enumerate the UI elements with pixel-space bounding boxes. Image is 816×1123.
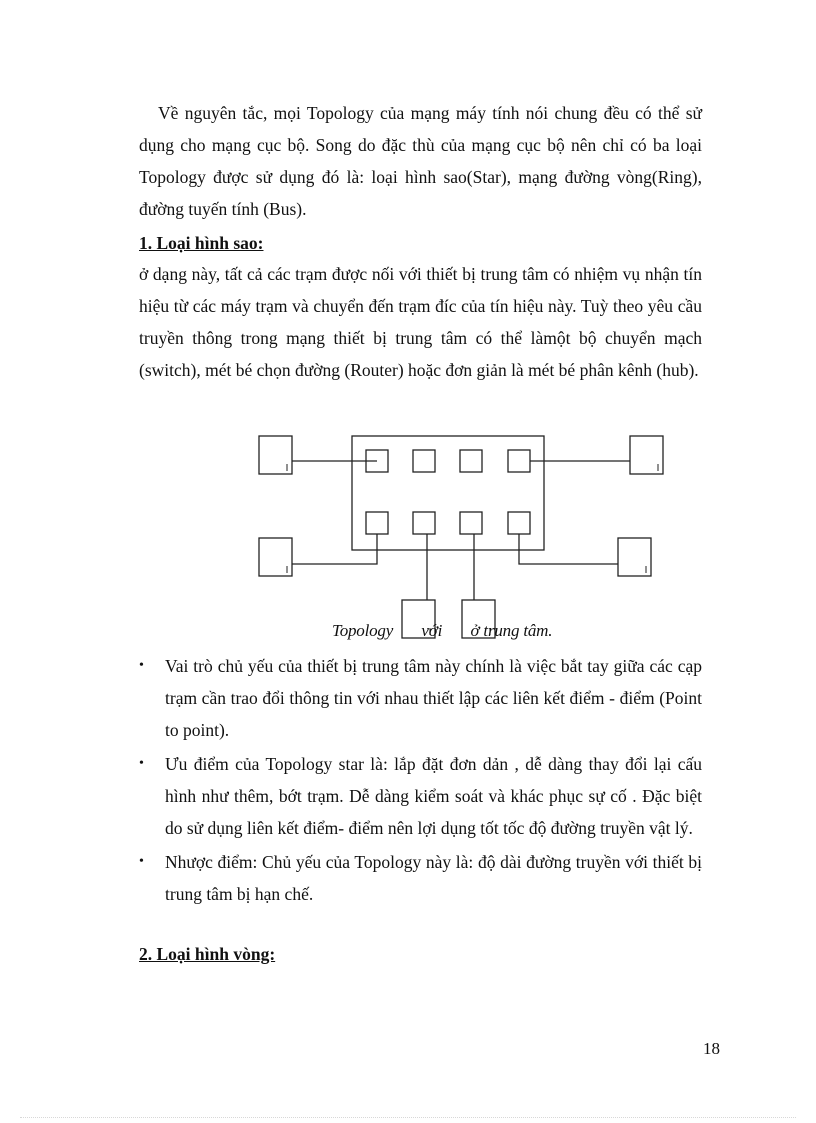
hub-port [508,512,530,534]
hub-port [508,450,530,472]
list-item [139,650,702,746]
intro-paragraph: Về nguyên tắc, mọi Topology của mạng máy tính nói chung đều có thể sử dụng cho mạng cục bộ. Song do đặc thù của mạng cục bộ nên chỉ có ba loại Topology được sử dụng đó là: loại hình sao(Star), mạng đường vòng(Ring), đường tuyến tính (Bus). [139,103,702,219]
star-topology-diagram [240,428,670,648]
link-line [292,534,377,564]
list-item [139,846,702,910]
advantages-bullet-list [139,650,702,912]
section-1-heading: 1. Loại hình sao: [139,233,264,253]
hub-port [460,450,482,472]
central-hub [352,436,544,550]
figure-caption: Topology với ở trung tâm. [332,621,553,640]
bullet-icon: • [139,756,144,771]
bullet-text: Ưu điểm của Topology star là: lắp đặt đơn dản , dễ dàng thay đổi lại cấu hình như thêm, bớt trạm. Dễ dàng kiểm soát và khác phục sự cố . Đặc biệt do sử dụng liên kết điểm- điểm nên lợi dụng tốt tốc độ đường truyền vật lý. [165,754,702,838]
bullet-icon: • [139,658,144,673]
hub-port [366,512,388,534]
section-2-heading: 2. Loại hình vòng: [139,944,276,964]
hub-port [460,512,482,534]
bullet-text: Vai trò chủ yếu của thiết bị trung tâm này chính là việc bắt tay giữa các cạp trạm cần trao đổi thông tin với nhau thiết lập các liên kết điểm - điểm (Point to point). [165,656,702,740]
bullet-icon: • [139,854,144,869]
link-line [519,534,618,564]
page-number: 18 [703,1039,720,1058]
hub-port [413,512,435,534]
footer-divider [20,1117,796,1118]
bullet-text: Nhược điểm: Chủ yếu của Topology này là: độ dài đường truyền với thiết bị trung tâm bị hạn chế. [165,852,702,904]
list-item [139,748,702,844]
section-1-paragraph: ở dạng này, tất cả các trạm được nối với thiết bị trung tâm có nhiệm vụ nhận tín hiệu từ các máy trạm và chuyển đến trạm đíc của tín hiệu này. Tuỳ theo yêu cầu truyền thông trong mạng thiết bị trung tâm có thể làmột bộ chuyển mạch (switch), mét bé chọn đường (Router) hoặc đơn giản là mét bé phân kênh (hub). [139,264,702,380]
hub-port [413,450,435,472]
